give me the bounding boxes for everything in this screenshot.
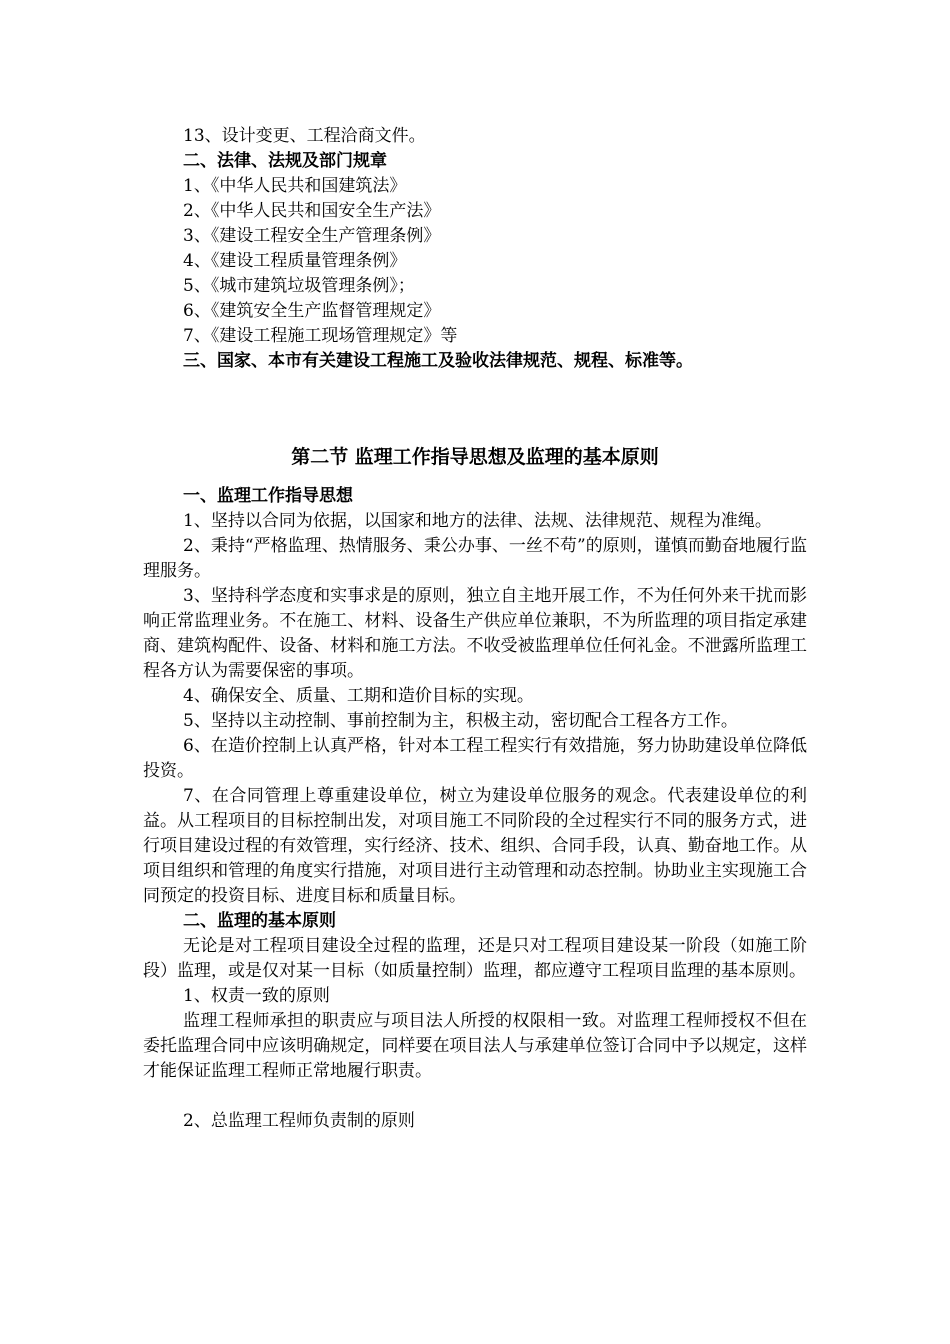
guiding-item: 7、在合同管理上尊重建设单位，树立为建设单位服务的观念。代表建设单位的利益。从工程项目的目标控制出发，对项目施工不同阶段的全过程实行不同的服务方式，进行项目建设过程的有效管理，实行经济、技术、组织、合同手段，认真、勤奋地工作。从项目组织和管理的角度实行措施，对项目进行主动管理和动态控制。协助业主实现施工合同预定的投资目标、进度目标和质量目标。 xyxy=(143,786,807,906)
guiding-item: 6、在造价控制上认真严格，针对本工程工程实行有效措施，努力协助建设单位降低投资。 xyxy=(143,736,807,781)
document-page xyxy=(143,124,807,1134)
standards-heading: 三、国家、本市有关建设工程施工及验收法律规范、规程、标准等。 xyxy=(183,351,693,371)
principle-title: 1、权责一致的原则 xyxy=(183,986,330,1006)
guiding-item: 2、秉持“严格监理、热情服务、秉公办事、一丝不苟”的原则，谨慎而勤奋地履行监理服务。 xyxy=(143,536,807,581)
basis-item-13: 13、设计变更、工程洽商文件。 xyxy=(183,126,426,146)
guiding-thoughts-heading: 一、监理工作指导思想 xyxy=(183,486,353,506)
section-title: 第二节 监理工作指导思想及监理的基本原则 xyxy=(291,446,659,468)
law-item: 1、《中华人民共和国建筑法》 xyxy=(183,176,407,196)
law-item: 4、《建设工程质量管理条例》 xyxy=(183,251,407,271)
law-item: 5、《城市建筑垃圾管理条例》； xyxy=(183,276,415,296)
principle-text: 监理工程师承担的职责应与项目法人所授的权限相一致。对监理工程师授权不但在委托监理合同中应该明确规定，同样要在项目法人与承建单位签订合同中予以规定，这样才能保证监理工程师正常地履行职责。 xyxy=(143,1011,807,1081)
guiding-item: 4、确保安全、质量、工期和造价目标的实现。 xyxy=(183,686,534,706)
guiding-item: 1、坚持以合同为依据，以国家和地方的法律、法规、法律规范、规程为准绳。 xyxy=(183,511,772,531)
law-item: 6、《建筑安全生产监督管理规定》 xyxy=(183,301,441,321)
principle-title: 2、总监理工程师负责制的原则 xyxy=(183,1111,415,1131)
law-item: 3、《建设工程安全生产管理条例》 xyxy=(183,226,441,246)
law-item: 2、《中华人民共和国安全生产法》 xyxy=(183,201,441,221)
guiding-item: 5、坚持以主动控制、事前控制为主，积极主动，密切配合工程各方工作。 xyxy=(183,711,738,731)
laws-heading: 二、法律、法规及部门规章 xyxy=(183,151,387,171)
basic-principles-heading: 二、监理的基本原则 xyxy=(183,911,336,931)
principles-intro: 无论是对工程项目建设全过程的监理，还是只对工程项目建设某一阶段（如施工阶段）监理，或是仅对某一目标（如质量控制）监理，都应遵守工程项目监理的基本原则。 xyxy=(143,936,807,981)
guiding-item: 3、坚持科学态度和实事求是的原则，独立自主地开展工作，不为任何外来干扰而影响正常监理业务。不在施工、材料、设备生产供应单位兼职，不为所监理的项目指定承建商、建筑构配件、设备、材料和施工方法。不收受被监理单位任何礼金。不泄露所监理工程各方认为需要保密的事项。 xyxy=(143,586,807,681)
blank-line xyxy=(143,1084,807,1109)
law-item: 7、《建设工程施工现场管理规定》等 xyxy=(183,326,458,346)
